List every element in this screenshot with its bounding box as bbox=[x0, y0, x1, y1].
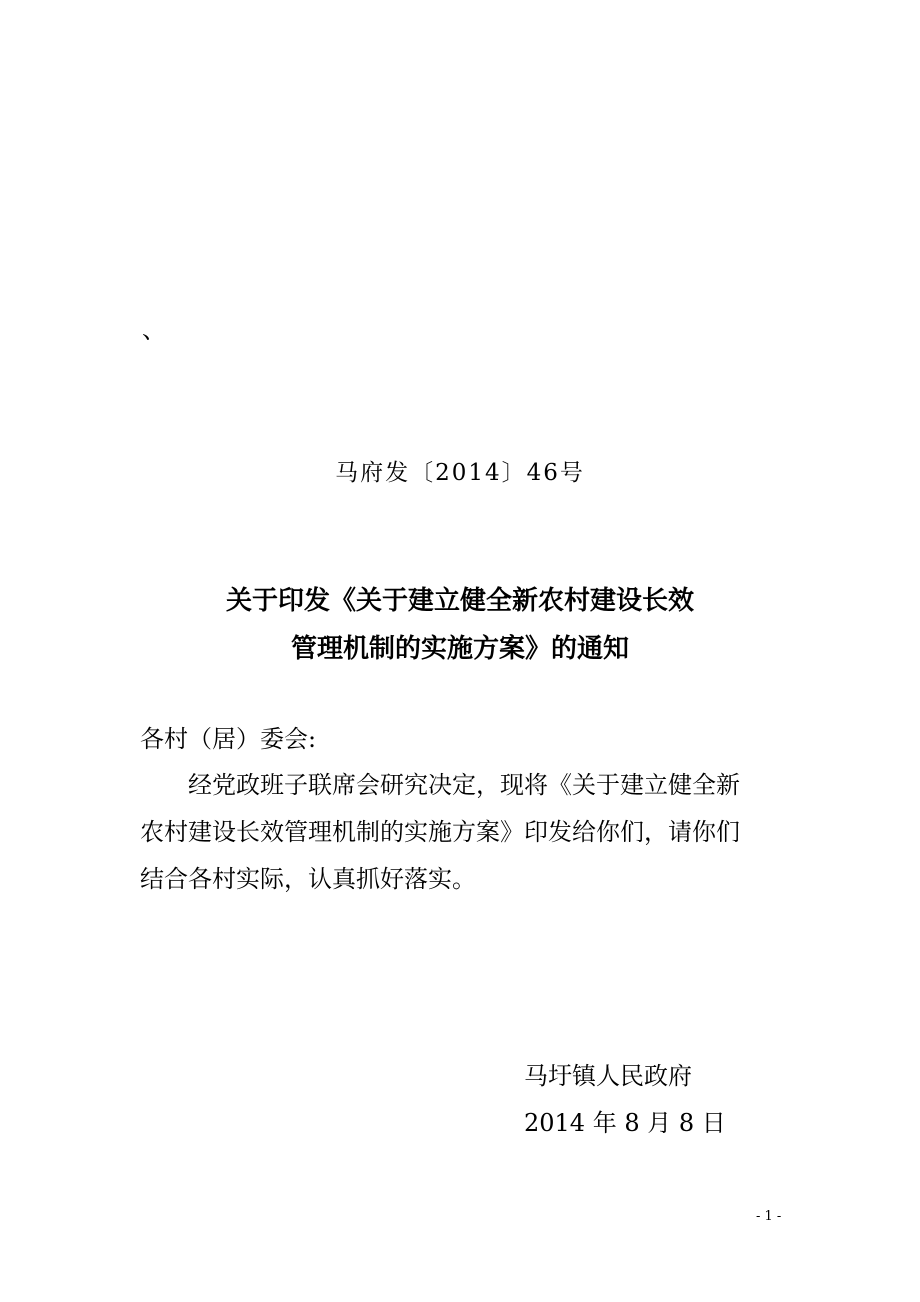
body-line-3: 结合各村实际，认真抓好落实。 bbox=[140, 865, 476, 893]
page-number: - 1 - bbox=[756, 1209, 782, 1224]
title-line-2: 管理机制的实施方案》的通知 bbox=[290, 634, 629, 664]
title-line-1: 关于印发《关于建立健全新农村建设长效 bbox=[225, 586, 694, 616]
issue-date: 2014 年 8 月 8 日 bbox=[524, 1109, 726, 1137]
signature-block bbox=[524, 1053, 726, 1147]
body-line-2: 农村建设长效管理机制的实施方案》印发给你们，请你们 bbox=[140, 818, 740, 846]
recipient-line: 各村（居）委会: bbox=[140, 725, 317, 753]
issuer-name: 马圩镇人民政府 bbox=[524, 1062, 692, 1090]
body-paragraph bbox=[140, 762, 780, 903]
document-number: 马府发〔2014〕46号 bbox=[335, 460, 585, 486]
body-line-1: 经党政班子联席会研究决定，现将《关于建立健全新 bbox=[188, 771, 740, 799]
document-title bbox=[0, 577, 920, 673]
punctuation-mark: 、 bbox=[142, 316, 166, 344]
